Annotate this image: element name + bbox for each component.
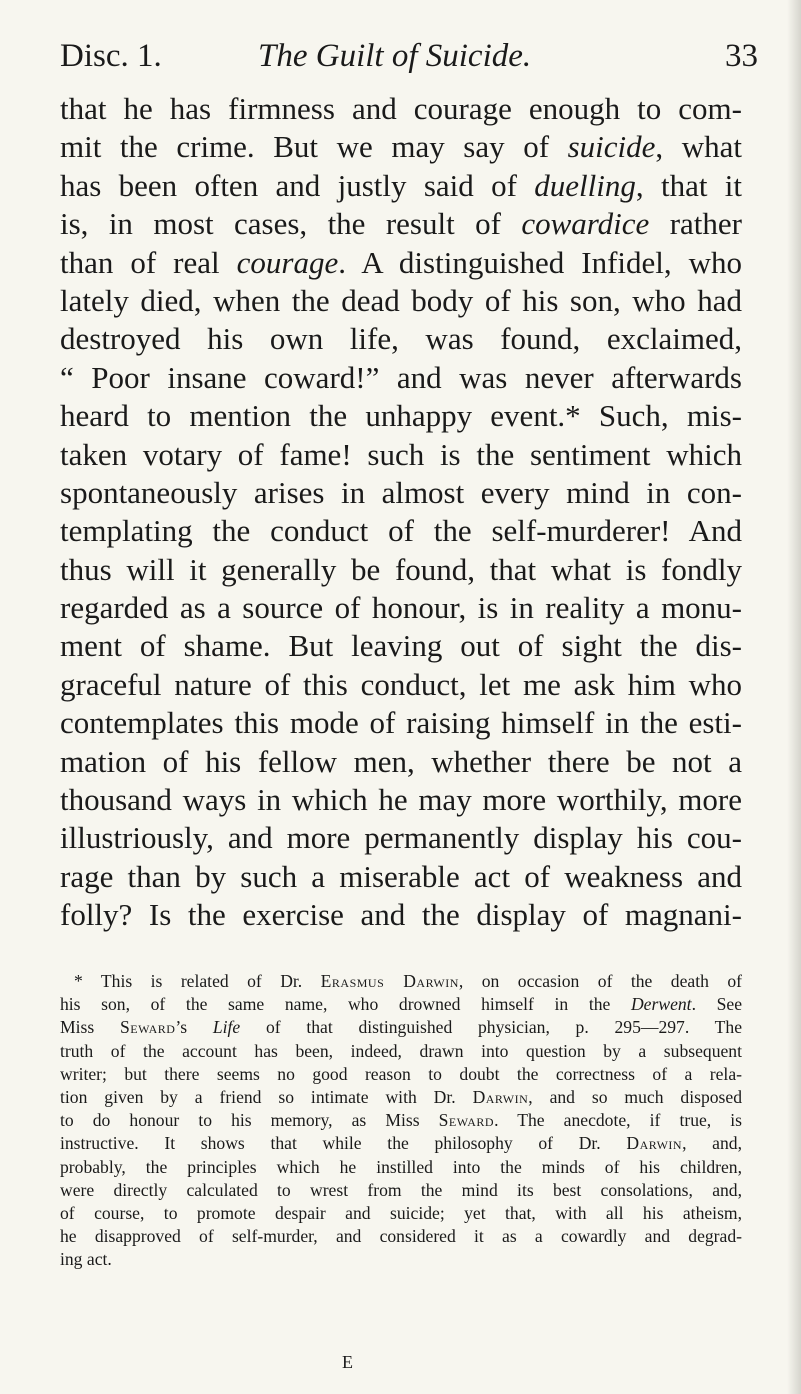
text-line: rage than by such a miserable act of weakness and — [60, 858, 742, 894]
footnote-line: ing act. — [60, 1249, 112, 1270]
footnote-line: writer; but there seems no good reason to doubt the correctness of a rela- — [60, 1063, 742, 1084]
text-line: that he has firmness and courage enough to com- — [60, 91, 742, 126]
footnote-line: of course, to promote despair and suicide; yet that, with all his atheism, — [60, 1202, 742, 1223]
text-line: thousand ways in which he may more worthily, more — [60, 782, 742, 818]
text-line: is, in most cases, the result of cowardice rather — [60, 206, 742, 242]
page-number: 33 — [725, 38, 758, 74]
header-title: The Guilt of Suicide. — [258, 38, 532, 74]
text-line: destroyed his own life, was found, exclaimed, — [60, 321, 742, 357]
text-line: thus will it generally be found, that what is fondly — [60, 551, 742, 587]
footnote-line: tion given by a friend so intimate with Dr. Darwin, and so much disposed — [60, 1086, 742, 1107]
text-line: templating the conduct of the self-murderer! And — [60, 513, 742, 549]
text-line: graceful nature of this conduct, let me ask him who — [60, 666, 742, 702]
header-section: Disc. 1. — [60, 38, 162, 74]
text-line: mation of his fellow men, whether there be not a — [60, 743, 742, 779]
text-line: folly? Is the exercise and the display of magnani- — [60, 897, 742, 933]
text-line: regarded as a source of honour, is in reality a monu- — [60, 590, 742, 626]
footnote-line: * This is related of Dr. Erasmus Darwin, on occasion of the death of — [74, 971, 742, 991]
footnote-line: were directly calculated to wrest from the mind its best consolations, and, — [60, 1179, 742, 1200]
text-line: has been often and justly said of duelling, that it — [60, 167, 742, 203]
text-line: ment of shame. But leaving out of sight the dis- — [60, 628, 742, 664]
text-line: heard to mention the unhappy event.* Such, mis- — [60, 398, 742, 434]
text-line: “ Poor insane coward!” and was never afterwards — [60, 359, 742, 395]
text-line: contemplates this mode of raising himself in the esti- — [60, 705, 742, 741]
footnote-line: his son, of the same name, who drowned himself in the Derwent. See — [60, 994, 742, 1015]
signature-mark: E — [342, 1352, 353, 1372]
footnote-line: Miss Seward’s Life of that distinguished physician, p. 295—297. The — [60, 1017, 742, 1038]
text-line: lately died, when the dead body of his son, who had — [60, 282, 742, 318]
footnote-line: he disapproved of self-murder, and considered it as a cowardly and degrad- — [60, 1226, 742, 1247]
body-text — [60, 90, 742, 935]
footnote-line: probably, the principles which he instilled into the minds of his children, — [60, 1156, 742, 1177]
text-line: taken votary of fame! such is the sentiment which — [60, 436, 742, 472]
running-header — [60, 38, 760, 82]
text-line: spontaneously arises in almost every mind in con- — [60, 474, 742, 510]
page-edge-shadow — [787, 0, 801, 1394]
text-line: mit the crime. But we may say of suicide, what — [60, 129, 742, 165]
footnote-line: instructive. It shows that while the philosophy of Dr. Darwin, and, — [60, 1133, 742, 1154]
footnote-line: truth of the account has been, indeed, drawn into question by a subsequent — [60, 1040, 742, 1061]
footnote-line: to do honour to his memory, as Miss Seward. The anecdote, if true, is — [60, 1110, 742, 1131]
footnote — [60, 970, 742, 1271]
text-line: than of real courage. A distinguished Infidel, who — [60, 244, 742, 280]
text-line: illustriously, and more permanently display his cou- — [60, 820, 742, 856]
